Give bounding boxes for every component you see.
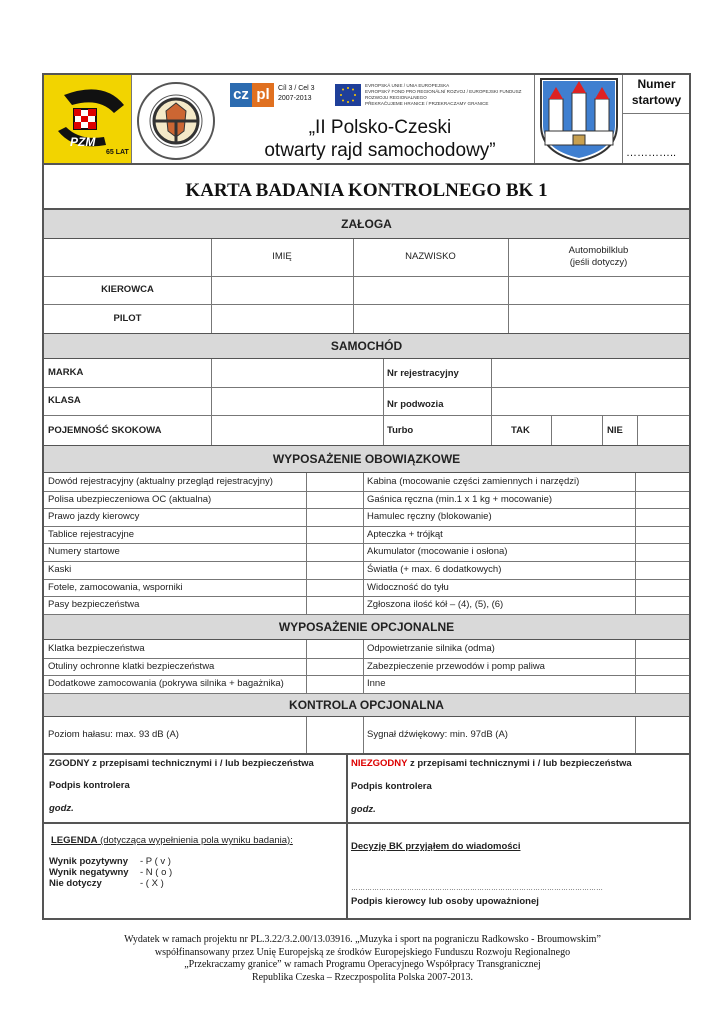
mandatory-right-result[interactable] — [636, 526, 689, 544]
event-title-line1: „II Polsko-Czeski — [308, 117, 452, 138]
optional-left-result[interactable] — [307, 675, 363, 693]
car-class-label: KLASA — [48, 395, 81, 406]
car-turbo-no: NIE — [607, 425, 623, 436]
compliant-label[interactable]: ZGODNY z przepisami technicznymi i / lub bezpieczeństwa — [49, 758, 314, 769]
czpl-logo: cz pl Cíl 3 / Cel 3 2007-2013 — [230, 83, 320, 109]
inspector-signature-right: Podpis kontrolera — [351, 781, 432, 792]
driver-signature-label: Podpis kierowcy lub osoby upoważnionej — [351, 896, 539, 907]
col-first-name: IMIĘ — [272, 251, 292, 262]
legend-negative-label: Wynik negatywny — [49, 867, 129, 878]
legend-na-value: - ( X ) — [140, 878, 164, 889]
optional-row-line — [44, 693, 689, 694]
mandatory-left-result[interactable] — [307, 491, 363, 509]
coat-of-arms — [534, 75, 622, 163]
row-driver: KIEROWCA — [101, 284, 154, 295]
row-codriver: PILOT — [113, 313, 142, 324]
mandatory-vline — [635, 473, 636, 614]
optional-right-result[interactable] — [636, 658, 689, 676]
car-make-label: MARKA — [48, 367, 84, 378]
optional-left-item: Klatka bezpieczeństwa — [48, 643, 145, 654]
mandatory-right-item: Kabina (mocowanie części zamiennych i narzędzi) — [367, 476, 580, 487]
optional-row-line — [44, 675, 689, 676]
optional-left-result[interactable] — [307, 640, 363, 658]
mandatory-left-item: Dowód rejestracyjny (aktualny przegląd rejestracyjny) — [48, 476, 273, 487]
car-vline — [383, 359, 384, 445]
pzm-subtext: 65 LAT — [106, 149, 129, 156]
mandatory-left-result[interactable] — [307, 596, 363, 614]
optional-right-result[interactable] — [636, 675, 689, 693]
car-displacement-label: POJEMNOŚĆ SKOKOWA — [48, 425, 162, 436]
form-title: KARTA BADANIA KONTROLNEGO BK 1 — [185, 180, 548, 201]
optional-left-item: Dodatkowe zamocowania (pokrywa silnika + bagażnika) — [48, 678, 284, 690]
car-chassis-label: Nr podwozia — [387, 399, 444, 410]
legend-positive-value: - P ( v ) — [140, 856, 171, 867]
mandatory-row-line — [44, 614, 689, 615]
car-make-field[interactable] — [212, 360, 383, 387]
legend-positive-label: Wynik pozytywny — [49, 856, 129, 867]
mandatory-row-line — [44, 491, 689, 492]
acknowledgement-text: Decyzję BK przyjąłem do wiadomości — [351, 841, 521, 852]
mandatory-right-result[interactable] — [636, 561, 689, 579]
car-heading: SAMOCHÓD — [44, 333, 689, 359]
title-band — [44, 163, 689, 209]
mandatory-left-result[interactable] — [307, 561, 363, 579]
optional-right-item: Zabezpieczenie przewodów i pomp paliwa — [367, 660, 545, 672]
time-right: godz. — [351, 804, 376, 815]
codriver-first-name-field[interactable] — [212, 305, 352, 332]
driver-first-name-field[interactable] — [212, 277, 352, 304]
codriver-club-field[interactable] — [509, 305, 689, 332]
legend-title-bold: LEGENDA — [51, 835, 98, 846]
noncompliant-label[interactable] — [351, 758, 632, 769]
mandatory-row-line — [44, 508, 689, 509]
mandatory-row-line — [44, 526, 689, 527]
legend-title-rest: (dotycząca wypełnienia pola wyniku badania): — [97, 835, 293, 846]
mandatory-left-item: Pasy bezpieczeństwa — [48, 599, 140, 611]
optional-vline — [635, 640, 636, 693]
mandatory-row-line — [44, 596, 689, 597]
noncompliant-word: NIEZGODNY — [351, 758, 408, 769]
mandatory-left-result[interactable] — [307, 543, 363, 561]
start-number-box[interactable] — [622, 75, 689, 163]
mandatory-left-item: Polisa ubezpieczeniowa OC (aktualna) — [48, 493, 212, 505]
optional-right-item: Odpowietrzanie silnika (odma) — [367, 643, 495, 654]
car-class-field[interactable] — [212, 388, 383, 415]
mandatory-right-item: Zgłoszona ilość kół – (4), (5), (6) — [367, 599, 504, 611]
mandatory-left-item: Prawo jazdy kierowcy — [48, 511, 140, 523]
car-registration-field[interactable] — [492, 360, 689, 387]
legend-na-label: Nie dotyczy — [49, 878, 102, 889]
footer-line4: Republika Czeska – Rzeczpospolita Polska 2007-2013. — [251, 971, 474, 983]
castle-arms-icon — [535, 75, 623, 163]
col-last-name: NAZWISKO — [405, 251, 456, 262]
start-number-sep — [622, 113, 689, 114]
mandatory-right-result[interactable] — [636, 596, 689, 614]
footer-line1: Wydatek w ramach projektu nr PL.3.22/3.2.00/13.03916. „Muzyka i sport na pograniczu Radkowsko - Broumowskim” — [124, 934, 601, 945]
optional-right-item: Inne — [367, 678, 386, 690]
optional-control-heading: KONTROLA OPCJONALNA — [44, 693, 689, 717]
legend-negative-value: - N ( o ) — [140, 867, 173, 878]
mandatory-heading: WYPOSAŻENIE OBOWIĄZKOWE — [44, 445, 689, 473]
mandatory-right-result[interactable] — [636, 543, 689, 561]
mandatory-left-item: Tablice rejestracyjne — [48, 528, 135, 540]
mandatory-right-result[interactable] — [636, 473, 689, 491]
eu-flag-icon — [335, 84, 361, 106]
car-registration-label: Nr rejestracyjny — [387, 368, 459, 379]
pzm-text: PZM — [70, 135, 96, 149]
optional-left-item: Otuliny ochronne klatki bezpieczeństwa — [48, 660, 215, 672]
mandatory-row-line — [44, 561, 689, 562]
col-club-2: (jeśli dotyczy) — [569, 257, 628, 268]
codriver-last-name-field[interactable] — [354, 305, 507, 332]
crew-heading: ZAŁOGA — [44, 209, 689, 239]
oc-vline — [363, 717, 364, 753]
mandatory-right-item: Światła (+ max. 6 dodatkowych) — [367, 564, 502, 575]
mandatory-right-item: Widoczność do tyłu — [367, 581, 449, 593]
noise-level-label: Poziom hałasu: max. 93 dB (A) — [48, 729, 179, 740]
mandatory-left-result[interactable] — [307, 473, 363, 491]
mandatory-vline — [306, 473, 307, 614]
start-number-label-1: Numer — [637, 77, 676, 91]
car-turbo-yes-box[interactable] — [552, 416, 602, 445]
mandatory-right-item: Hamulec ręczny (blokowanie) — [367, 511, 492, 523]
noncompliant-rest: z przepisami technicznymi i / lub bezpieczeństwa — [407, 758, 632, 769]
start-number-dots: ………….. — [626, 147, 677, 159]
mandatory-left-result[interactable] — [307, 526, 363, 544]
optional-left-result[interactable] — [307, 658, 363, 676]
car-displacement-field[interactable] — [212, 416, 383, 445]
czpl-years: 2007-2013 — [278, 95, 312, 102]
horn-level-result[interactable] — [636, 718, 689, 753]
mandatory-row-line — [44, 579, 689, 580]
optional-vline — [363, 640, 364, 693]
mandatory-right-result[interactable] — [636, 579, 689, 597]
optional-row-line — [44, 658, 689, 659]
mandatory-left-result[interactable] — [307, 508, 363, 526]
optional-vline — [306, 640, 307, 693]
verdict-divider — [346, 755, 348, 920]
mandatory-left-item: Numery startowe — [48, 546, 120, 558]
car-turbo-label: Turbo — [387, 425, 414, 436]
signature-dots[interactable]: ……………………………………………………………………………………………… — [351, 885, 603, 892]
footer-line3: „Przekraczamy granice” w ramach Programu Operacyjnego Współpracy Transgranicznej — [184, 959, 541, 970]
form-frame — [42, 73, 691, 920]
legend-title — [51, 835, 293, 846]
footer-line2: współfinansowany przez Unię Europejską ze środków Europejskiego Funduszu Rozwoju Regionalnego — [154, 946, 571, 958]
event-title-line2: otwarty rajd samochodowy” — [264, 140, 496, 161]
pzm-logo — [44, 75, 132, 163]
optional-heading: WYPOSAŻENIE OPCJONALNE — [44, 614, 689, 640]
noise-level-result[interactable] — [307, 718, 363, 753]
mandatory-left-item: Fotele, zamocowania, wsporniki — [48, 581, 183, 593]
col-club-1: Automobilklub — [568, 245, 629, 256]
verdict-line — [44, 822, 689, 824]
mandatory-right-result[interactable] — [636, 508, 689, 526]
mandatory-right-item: Akumulator (mocowanie i osłona) — [367, 546, 508, 558]
car-vline — [602, 415, 603, 445]
inspector-signature-left: Podpis kontrolera — [49, 780, 130, 791]
eu-text: EVROPSKÁ UNIE / UNIA EUROPEJSKA EVROPSKÝ FOND PRO REGIONÁLNÍ ROZVOJ / EUROPEJSKI FUNDUSZ ROZWOJU REGIONALNEGO PŘEKRAČUJEME HRANICE / PRZEKRACZAMY GRANICE — [365, 83, 522, 106]
mandatory-left-item: Kaski — [48, 564, 72, 575]
start-number-label-2: startowy — [631, 93, 682, 107]
car-chassis-field[interactable] — [492, 388, 689, 415]
automobilklub-logo — [136, 81, 216, 161]
club-badge-icon — [136, 81, 216, 161]
mandatory-row-line — [44, 543, 689, 544]
car-turbo-yes: TAK — [511, 425, 530, 436]
driver-club-field[interactable] — [509, 277, 689, 304]
time-left: godz. — [49, 803, 74, 814]
horn-level-label: Sygnał dźwiękowy: min. 97dB (A) — [367, 729, 508, 740]
czpl-code: Cíl 3 / Cel 3 — [278, 85, 315, 92]
mandatory-right-item: Apteczka + trójkąt — [367, 528, 443, 540]
mandatory-vline — [363, 473, 364, 614]
mandatory-left-result[interactable] — [307, 579, 363, 597]
car-turbo-no-box[interactable] — [638, 416, 689, 445]
driver-last-name-field[interactable] — [354, 277, 507, 304]
mandatory-right-item: Gaśnica ręczna (min.1 x 1 kg + mocowanie) — [367, 493, 553, 505]
mandatory-right-result[interactable] — [636, 491, 689, 509]
optional-right-result[interactable] — [636, 640, 689, 658]
